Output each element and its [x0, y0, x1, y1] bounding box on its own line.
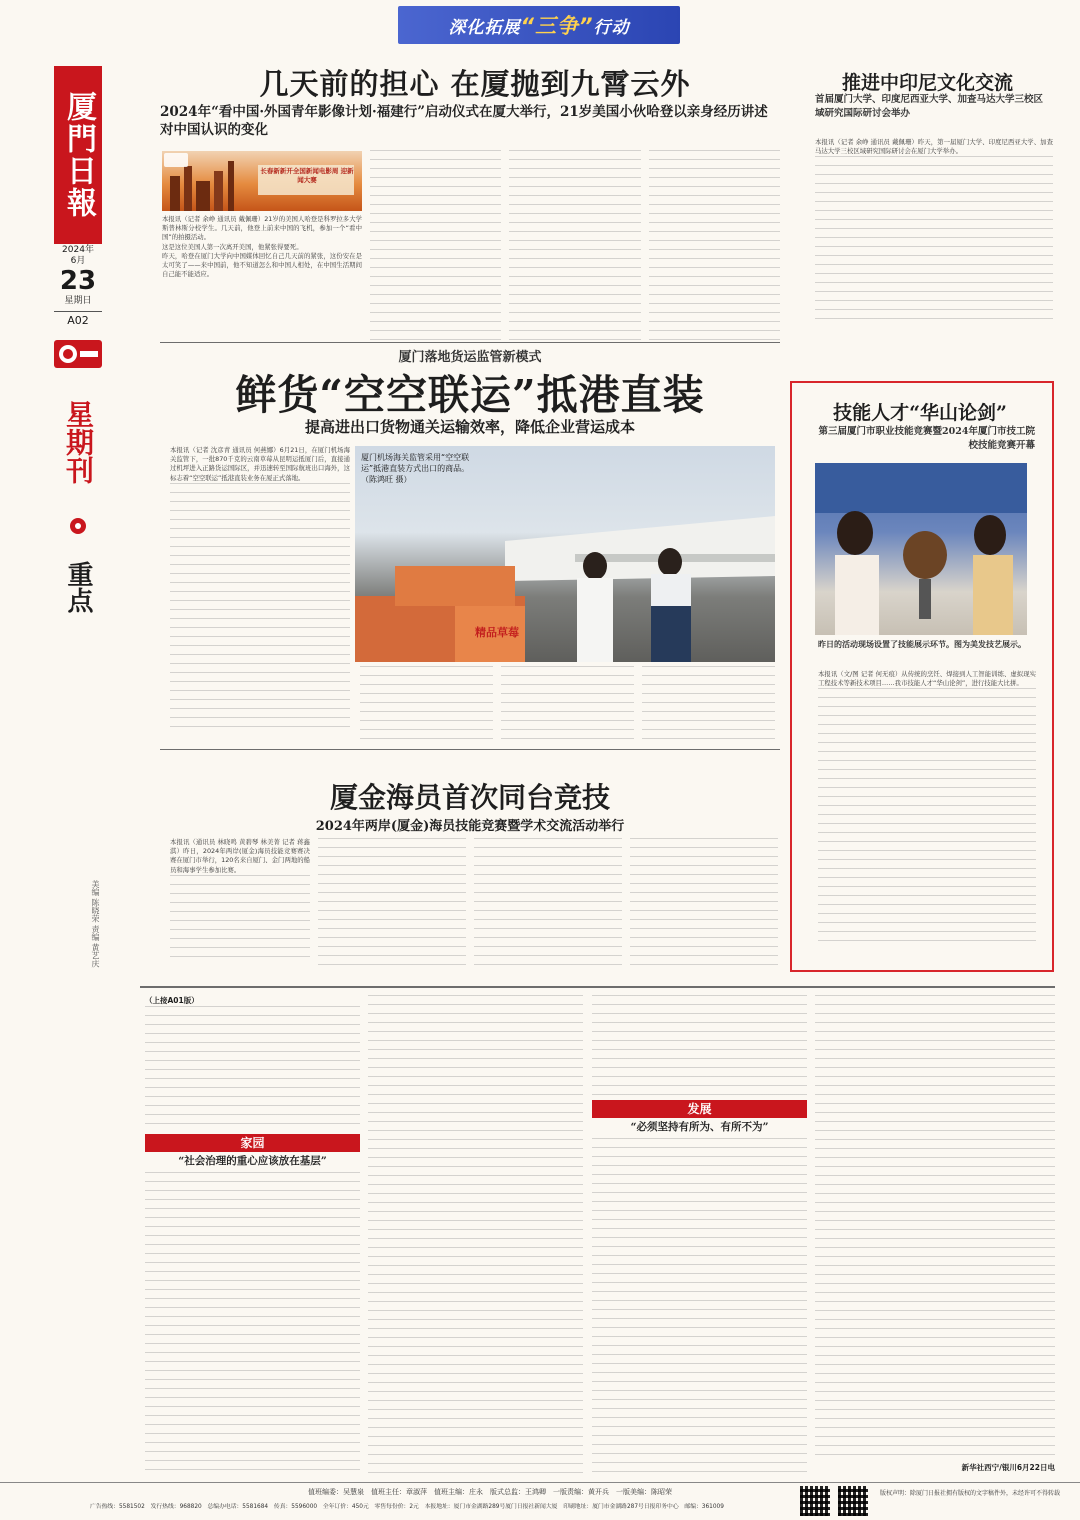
section-ornament-icon	[68, 516, 88, 536]
section-title: 重点	[63, 561, 93, 613]
banner-post: 行动	[593, 17, 630, 38]
article2-title: 鲜货“空空联运”抵港直装	[235, 371, 705, 419]
qr-code-icon	[800, 1486, 830, 1516]
article2-body-col2	[360, 666, 493, 742]
article1-body-col3	[509, 150, 640, 340]
issue-date	[54, 244, 102, 330]
article-byline: 新华社西宁/银川6月22日电	[961, 1463, 1055, 1472]
article2-photo-caption: 厦门机场海关监管采用“空空联运”抵港直装方式出口的商品。（陈鸿旺 摄）	[361, 453, 470, 484]
article1-body-col4	[649, 150, 780, 340]
lower-body-col2	[368, 995, 583, 1473]
produce-box-label: 精品草莓	[475, 626, 519, 639]
footer-staff: 值班编委：吴慧泉 值班主任：章淑萍 值班主编：庄永 版式总监：王鸿卿 一版责编：黄开兵 一版美编：陈昭荣	[308, 1488, 672, 1496]
issue-day: 23	[59, 266, 97, 296]
qr-code-icon	[838, 1486, 868, 1516]
section-heading-development: 发展	[592, 1100, 807, 1118]
article3-subtitle: 首届厦门大学、印度尼西亚大学、加查马达大学三校区域研究国际研讨会举办	[815, 94, 1044, 119]
emblem-icon	[54, 340, 102, 368]
article4-subtitle: 第三届厦门市职业技能竞赛暨2024年厦门市技工院校技能竞赛开幕	[818, 426, 1035, 451]
lower-body-col3b	[592, 1138, 807, 1473]
section-logo	[54, 340, 102, 368]
article2-body-cols	[360, 666, 775, 742]
page-footer	[0, 1482, 1080, 1520]
lower-body-col4	[815, 995, 1055, 1457]
article3-body: 本报讯（记者 余峥 通讯员 戴佩珊）昨天，第一届厦门大学、印度尼西亚大学、加查马达大学三校区域研究国际研讨会在厦门大学举办。	[815, 138, 1053, 334]
article2-body-col1: 本报讯（记者 沈彦青 通讯员 何燕娜）6月21日，在厦门机场海关监管下，一批870千克的云南草莓从昆明运抵厦门后，直接通过机坪进入正路货运国际区，并迅速转至国际航班出口海外，这标志着“空空联运”抵港直装业务在厦正式落地。	[170, 446, 350, 742]
article1-photo-text: 长春新新开全国新闻电影周 迎新闻大赛	[260, 167, 354, 184]
article2-body-col4	[642, 666, 775, 742]
divider	[160, 342, 780, 343]
article5-title: 厦金海员首次同台竞技	[329, 781, 610, 814]
article1-body-col2	[370, 150, 501, 340]
article2-subtitle: 提高进出口货物通关运输效率，降低企业营运成本	[304, 418, 635, 436]
article5-body-col3	[474, 838, 622, 968]
divider	[160, 749, 780, 750]
article4-photo-caption: 昨日的活动现场设置了技能展示环节。图为美发技艺展示。	[818, 640, 1026, 649]
footer-info: 广告热线：5581502 发行热线：968820 总编办电话：5581684 传真：5596000 全年订价：450元 零售每份价：2元 本报地址：厦门市金湖路289号厦门日报社新闻大厦 印刷地址：厦门市金湖路287号日报印务中心 邮编：361009	[90, 1504, 724, 1510]
issue-year: 2024年	[62, 245, 94, 255]
article4-body: 本报讯（文/图 记者 何无痕）从传统的烹饪、焊接到人工智能训练、虚拟现实工程技术等新技术项目……我市技能人才“华山论剑”，进行技能大比拼。	[818, 670, 1036, 962]
lower-body-col3a	[592, 995, 807, 1095]
section-banner	[398, 6, 680, 44]
lower-body-col1b	[145, 1172, 360, 1474]
newspaper-logo: 厦門日報	[54, 66, 102, 244]
issue-month: 6月	[70, 256, 86, 266]
issue-weekday: 星期日	[64, 296, 92, 306]
section-heading-home: 家园	[145, 1134, 360, 1152]
article2-photo	[355, 446, 775, 662]
continued-marker: （上接A01版）	[145, 996, 199, 1005]
divider	[140, 986, 1055, 988]
article5-body-col1: 本报讯（通讯员 林晓鸣 黄碧琴 林美菁 记者 蒋鑫淇）昨日，2024年两岸(厦金)海员技能竞赛赛决赛在厦门市举行，120名来自厦门、金门两地的船员和海事学生参加比赛。	[170, 838, 310, 968]
page-number: A02	[54, 311, 102, 330]
article1-subtitle: 2024年“看中国·外国青年影像计划·福建行”启动仪式在厦大举行，21岁美国小伙哈登以亲身经历讲述对中国认识的变化	[160, 104, 768, 138]
quote-home: “社会治理的重心应该放在基层”	[178, 1155, 327, 1167]
article5-subtitle: 2024年两岸(厦金)海员技能竞赛暨学术交流活动举行	[315, 819, 625, 834]
banner-highlight: “三争”	[520, 14, 594, 38]
article2-body-col3	[501, 666, 634, 742]
article1-photo	[162, 151, 362, 211]
article4-photo	[815, 463, 1027, 635]
article1-body-cols	[370, 150, 780, 340]
article3-title: 推进中印尼文化交流	[841, 72, 1013, 94]
article1-title: 几天前的担心 在厦抛到九霄云外	[259, 67, 691, 101]
article1-body-col1: 本报讯（记者 余峥 通讯员 戴佩珊）21岁的美国人哈登是科罗拉多大学斯普林斯分校学生。几天前，他登上前来中国的飞机，参加一个“看中国”的拍摄活动。 这是这位美国人第一次离开美国，他紧张得要死。 昨天，哈登在厦门大学向中国媒体回忆自己几天前的紧张，这份安在是太可笑了——来中国前，他不知道怎么和中国人相处，在中国生活期间自己能不能适应。	[162, 215, 362, 279]
footer-rights: 版权声明：除厦门日报社拥有版权的文字稿件外，未经许可不得转载	[880, 1490, 1061, 1497]
lower-body-col1a	[145, 1006, 360, 1126]
hairdressing-demo-icon	[815, 463, 1027, 635]
weekly-label: 星期刊	[62, 400, 95, 484]
article5-body-col2	[318, 838, 466, 968]
editors-credit: 美编 陈晓荣 责编 黄艺庆	[91, 880, 100, 968]
article2-kicker: 厦门落地货运监管新模式	[398, 350, 542, 365]
quote-development: “必须坚持有所为、有所不为”	[630, 1121, 769, 1133]
article5-body-col4	[630, 838, 778, 968]
article4-title: 技能人才“华山论剑”	[833, 402, 1007, 424]
article5-body-cols	[318, 838, 778, 968]
banner-pre: 深化拓展	[448, 17, 521, 38]
